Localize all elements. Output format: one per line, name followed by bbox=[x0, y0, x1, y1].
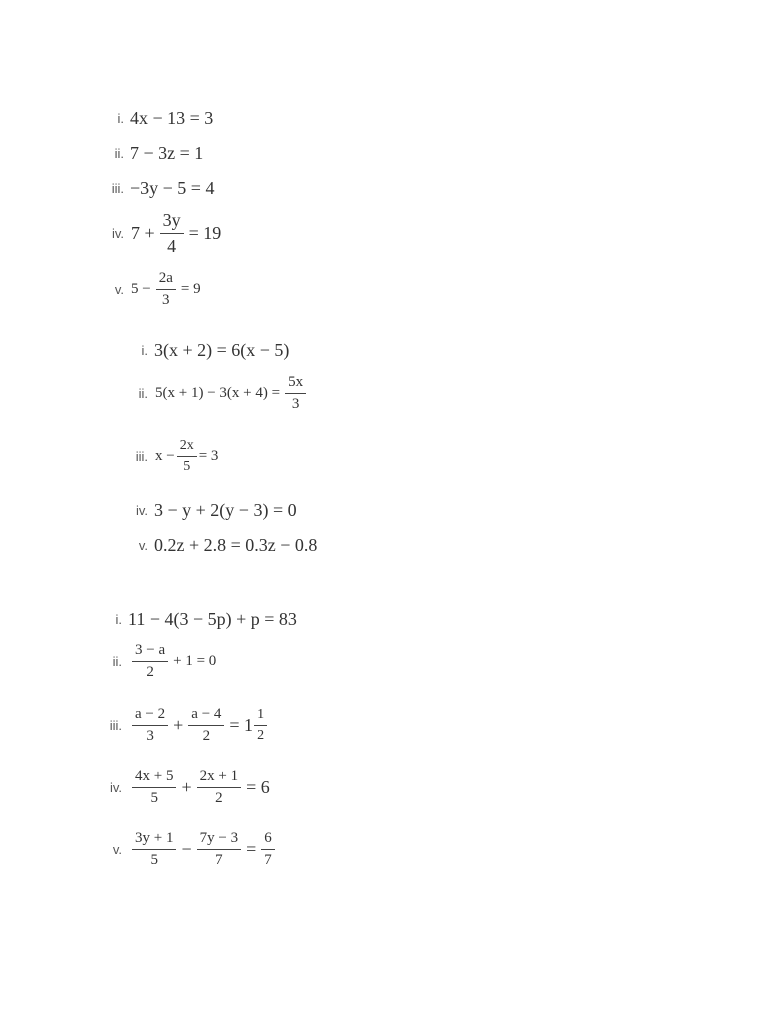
expression-prefix: x − bbox=[155, 448, 175, 465]
fraction-numerator: 5x bbox=[285, 374, 306, 394]
fraction bbox=[160, 210, 184, 256]
equation-set3-ii bbox=[94, 642, 217, 682]
fraction-denominator: 2 bbox=[215, 790, 223, 807]
expression-suffix: = 3 bbox=[198, 448, 219, 465]
fraction-numerator: 4x + 5 bbox=[132, 768, 176, 788]
fraction bbox=[132, 830, 176, 870]
fraction-denominator: 5 bbox=[183, 459, 191, 475]
fraction bbox=[197, 768, 241, 808]
mixed-fraction bbox=[254, 707, 267, 744]
fraction-numerator: 1 bbox=[254, 707, 267, 726]
item-number: v. bbox=[138, 538, 148, 553]
item-number: i. bbox=[141, 343, 148, 358]
equation-set1-iv bbox=[96, 210, 222, 256]
operator: + bbox=[181, 777, 192, 798]
fraction-denominator: 5 bbox=[150, 790, 158, 807]
operator: + bbox=[173, 715, 184, 736]
fraction-numerator: 2x + 1 bbox=[197, 768, 241, 788]
fraction-denominator: 2 bbox=[146, 664, 154, 681]
equation-set3-v bbox=[94, 830, 279, 870]
equation-expression bbox=[154, 438, 219, 475]
expression-prefix: 5 − bbox=[131, 281, 151, 298]
fraction-numerator: 3y + 1 bbox=[132, 830, 176, 850]
fraction-denominator: 3 bbox=[291, 396, 300, 413]
equation-set2-i bbox=[120, 340, 289, 361]
equation-set3-i bbox=[94, 609, 297, 630]
fraction-numerator: 7y − 3 bbox=[197, 830, 241, 850]
equation-text: 11 − 4(3 − 5p) + p = 83 bbox=[128, 609, 297, 629]
expression-suffix: = 9 bbox=[180, 281, 201, 298]
fraction bbox=[197, 830, 241, 870]
equation-expression bbox=[128, 768, 271, 808]
equation-expression bbox=[128, 642, 217, 682]
equation-expression bbox=[128, 830, 279, 870]
item-number: iii. bbox=[109, 718, 122, 734]
fraction bbox=[132, 706, 168, 746]
equation-text: 4x − 13 = 3 bbox=[130, 108, 214, 128]
fraction-denominator: 5 bbox=[150, 852, 158, 869]
item-number: iv. bbox=[109, 780, 122, 796]
item-number: iii. bbox=[111, 181, 124, 196]
equation-set1-iii bbox=[96, 178, 214, 199]
equals-whole: = 1 bbox=[229, 715, 254, 736]
item-number: iii. bbox=[135, 449, 148, 465]
equation-set2-v bbox=[120, 535, 317, 556]
equals-sign: = bbox=[246, 839, 257, 860]
item-number: iv. bbox=[111, 225, 124, 241]
equation-text: 3 − y + 2(y − 3) = 0 bbox=[154, 500, 297, 520]
expression-suffix: = 6 bbox=[246, 777, 270, 798]
equation-expression bbox=[154, 374, 310, 414]
item-number: i. bbox=[117, 111, 124, 126]
fraction-numerator: a − 4 bbox=[188, 706, 224, 726]
fraction-denominator: 7 bbox=[264, 852, 272, 869]
fraction-denominator: 3 bbox=[146, 728, 154, 745]
item-number: ii. bbox=[138, 386, 148, 402]
equation-set1-i bbox=[96, 108, 213, 129]
equation-text: −3y − 5 = 4 bbox=[130, 178, 215, 198]
equation-set1-v bbox=[96, 270, 202, 310]
equation-text: 0.2z + 2.8 = 0.3z − 0.8 bbox=[154, 535, 318, 555]
equation-set2-iii bbox=[120, 438, 219, 475]
expression-suffix: + 1 = 0 bbox=[173, 653, 217, 670]
expression-suffix: = 19 bbox=[188, 222, 222, 243]
equation-text: 3(x + 2) = 6(x − 5) bbox=[154, 340, 290, 360]
fraction bbox=[132, 768, 176, 808]
expression-prefix: 5(x + 1) − 3(x + 4) = bbox=[155, 385, 281, 402]
equation-set3-iv bbox=[94, 768, 271, 808]
equation-text: 7 − 3z = 1 bbox=[130, 143, 204, 163]
fraction bbox=[177, 438, 197, 475]
item-number: v. bbox=[112, 842, 122, 858]
equation-expression bbox=[130, 210, 222, 256]
fraction bbox=[261, 830, 275, 870]
fraction-numerator: 2x bbox=[177, 438, 197, 457]
item-number: ii. bbox=[114, 146, 124, 161]
fraction bbox=[285, 374, 306, 414]
operator: − bbox=[181, 839, 192, 860]
item-number: iv. bbox=[135, 503, 148, 518]
equation-set2-ii bbox=[120, 374, 310, 414]
equation-expression bbox=[130, 270, 202, 310]
fraction bbox=[156, 270, 176, 310]
expression-prefix: 7 + bbox=[131, 222, 155, 243]
item-number: i. bbox=[115, 612, 122, 627]
fraction-numerator: 6 bbox=[261, 830, 275, 850]
fraction bbox=[132, 642, 168, 682]
equation-set1-ii bbox=[96, 143, 203, 164]
fraction-numerator: 3y bbox=[160, 210, 184, 234]
item-number: ii. bbox=[112, 654, 122, 670]
equation-set3-iii bbox=[94, 706, 268, 746]
fraction-denominator: 3 bbox=[162, 292, 170, 309]
fraction-denominator: 2 bbox=[202, 728, 211, 745]
fraction-numerator: 3 − a bbox=[132, 642, 168, 662]
fraction-denominator: 2 bbox=[257, 728, 265, 744]
fraction-numerator: 2a bbox=[156, 270, 176, 290]
item-number: v. bbox=[114, 282, 124, 298]
equation-expression bbox=[128, 706, 268, 746]
fraction bbox=[188, 706, 224, 746]
equation-set2-iv bbox=[120, 500, 297, 521]
fraction-denominator: 4 bbox=[167, 235, 177, 256]
fraction-denominator: 7 bbox=[215, 852, 223, 869]
fraction-numerator: a − 2 bbox=[132, 706, 168, 726]
